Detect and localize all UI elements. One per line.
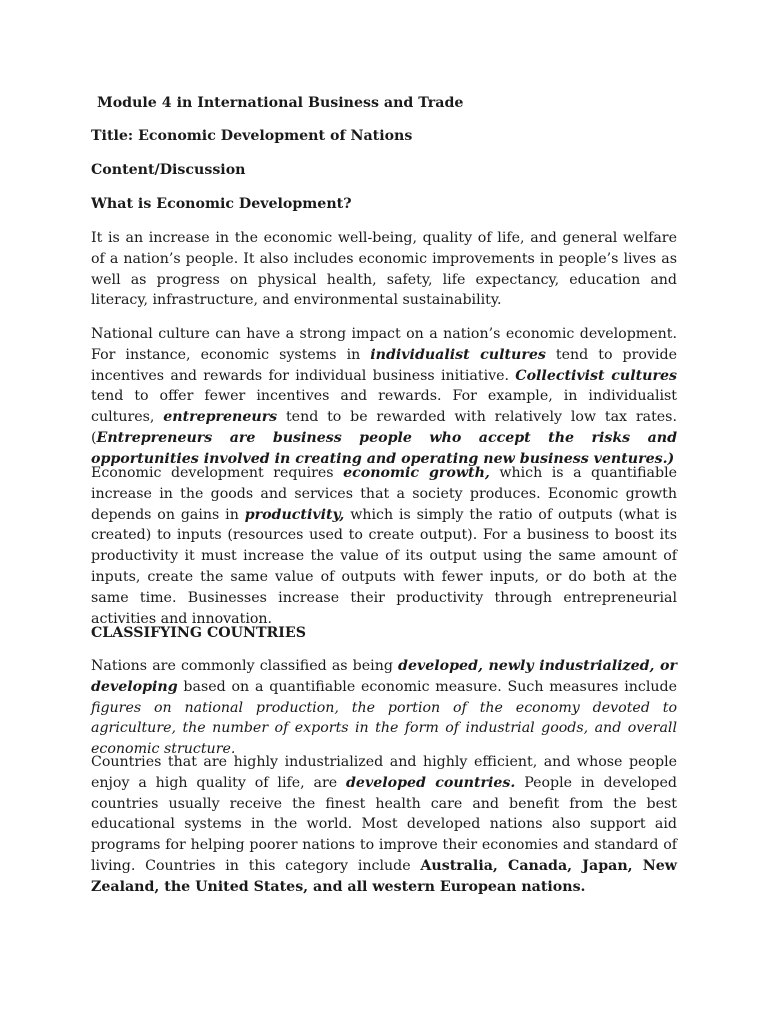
emphasis-entrepreneurs-definition: Entrepreneurs are business people who accept the risks and opportunities involved in creating and operating new business ventures.) [91,429,677,467]
text-run: which is simply the ratio of outputs (what is created) to inputs (resources used to create output). For a business to boost its productivity it must increase the value of its output using the same amount of inputs, create the same value of outputs with fewer inputs, or do both at the same time. Businesses increase their productivity through entrepreneurial activities and innovation. [91,506,677,627]
paragraph-definition: It is an increase in the economic well-being, quality of life, and general welfare of a nation’s people. It also includes economic improvements in people’s lives as well as progress on physical health, safety, life expectancy, education and literacy, infrastructure, and environmental sustainability. [91,230,677,309]
text-run: People in developed countries usually receive the finest health care and benefit from the best educational systems in the world. Most developed nations also support aid programs for helping poorer nations to improve their economies and standard of living. Countries in this category include [91,774,677,874]
text-run: based on a quantifiable economic measure. Such measures include [177,678,677,695]
emphasis-individualist-cultures: individualist cultures [370,346,546,363]
paragraph-economic-growth [91,463,677,629]
paragraph-national-culture [91,324,677,470]
emphasis-country-list: Australia, Canada, Japan, New Zealand, the United States, and all western European nations. [91,857,677,895]
emphasis-collectivist-cultures: Collectivist cultures [515,367,677,384]
emphasis-developed-countries: developed countries. [346,774,516,791]
text-run: which is a quantifiable increase in the goods and services that a society produces. Economic growth depends on gains in [91,465,678,523]
text-run: tend to provide incentives and rewards for individual business initiative. [91,346,677,384]
emphasis-entrepreneurs: entrepreneurs [163,409,278,426]
emphasis-classifications: developed, newly industrialized, or developing [91,658,677,695]
title-line: Title: Economic Development of Nations [91,128,413,144]
text-run: National culture can have a strong impact on a nation’s economic development. For instance, economic systems in [91,326,677,363]
text-run: Nations are commonly classified as being [91,658,399,674]
text-run: Countries that are highly industrialized and highly efficient, and whose people enjoy a high quality of life, are [91,754,677,791]
paragraph-classification [91,656,677,760]
text-run: tend to be rewarded with relatively low tax rates. ( [91,409,677,446]
module-line: Module 4 in International Business and Trade [97,95,464,111]
content-label: Content/Discussion [91,162,246,178]
emphasis-productivity: productivity, [244,506,345,523]
paragraph-developed-countries [91,752,677,898]
classifying-heading: CLASSIFYING COUNTRIES [91,625,306,641]
emphasis-measures: figures on national production, the portion of the economy devoted to agriculture, the number of exports in the form of industrial goods, and overall economic structure. [91,699,677,758]
question-heading: What is Economic Development? [91,196,352,212]
text-run: Economic development requires [91,465,344,481]
text-run: tend to offer fewer incentives and rewards. For example, in individualist cultures, [91,388,677,426]
emphasis-economic-growth: economic growth, [343,465,490,481]
